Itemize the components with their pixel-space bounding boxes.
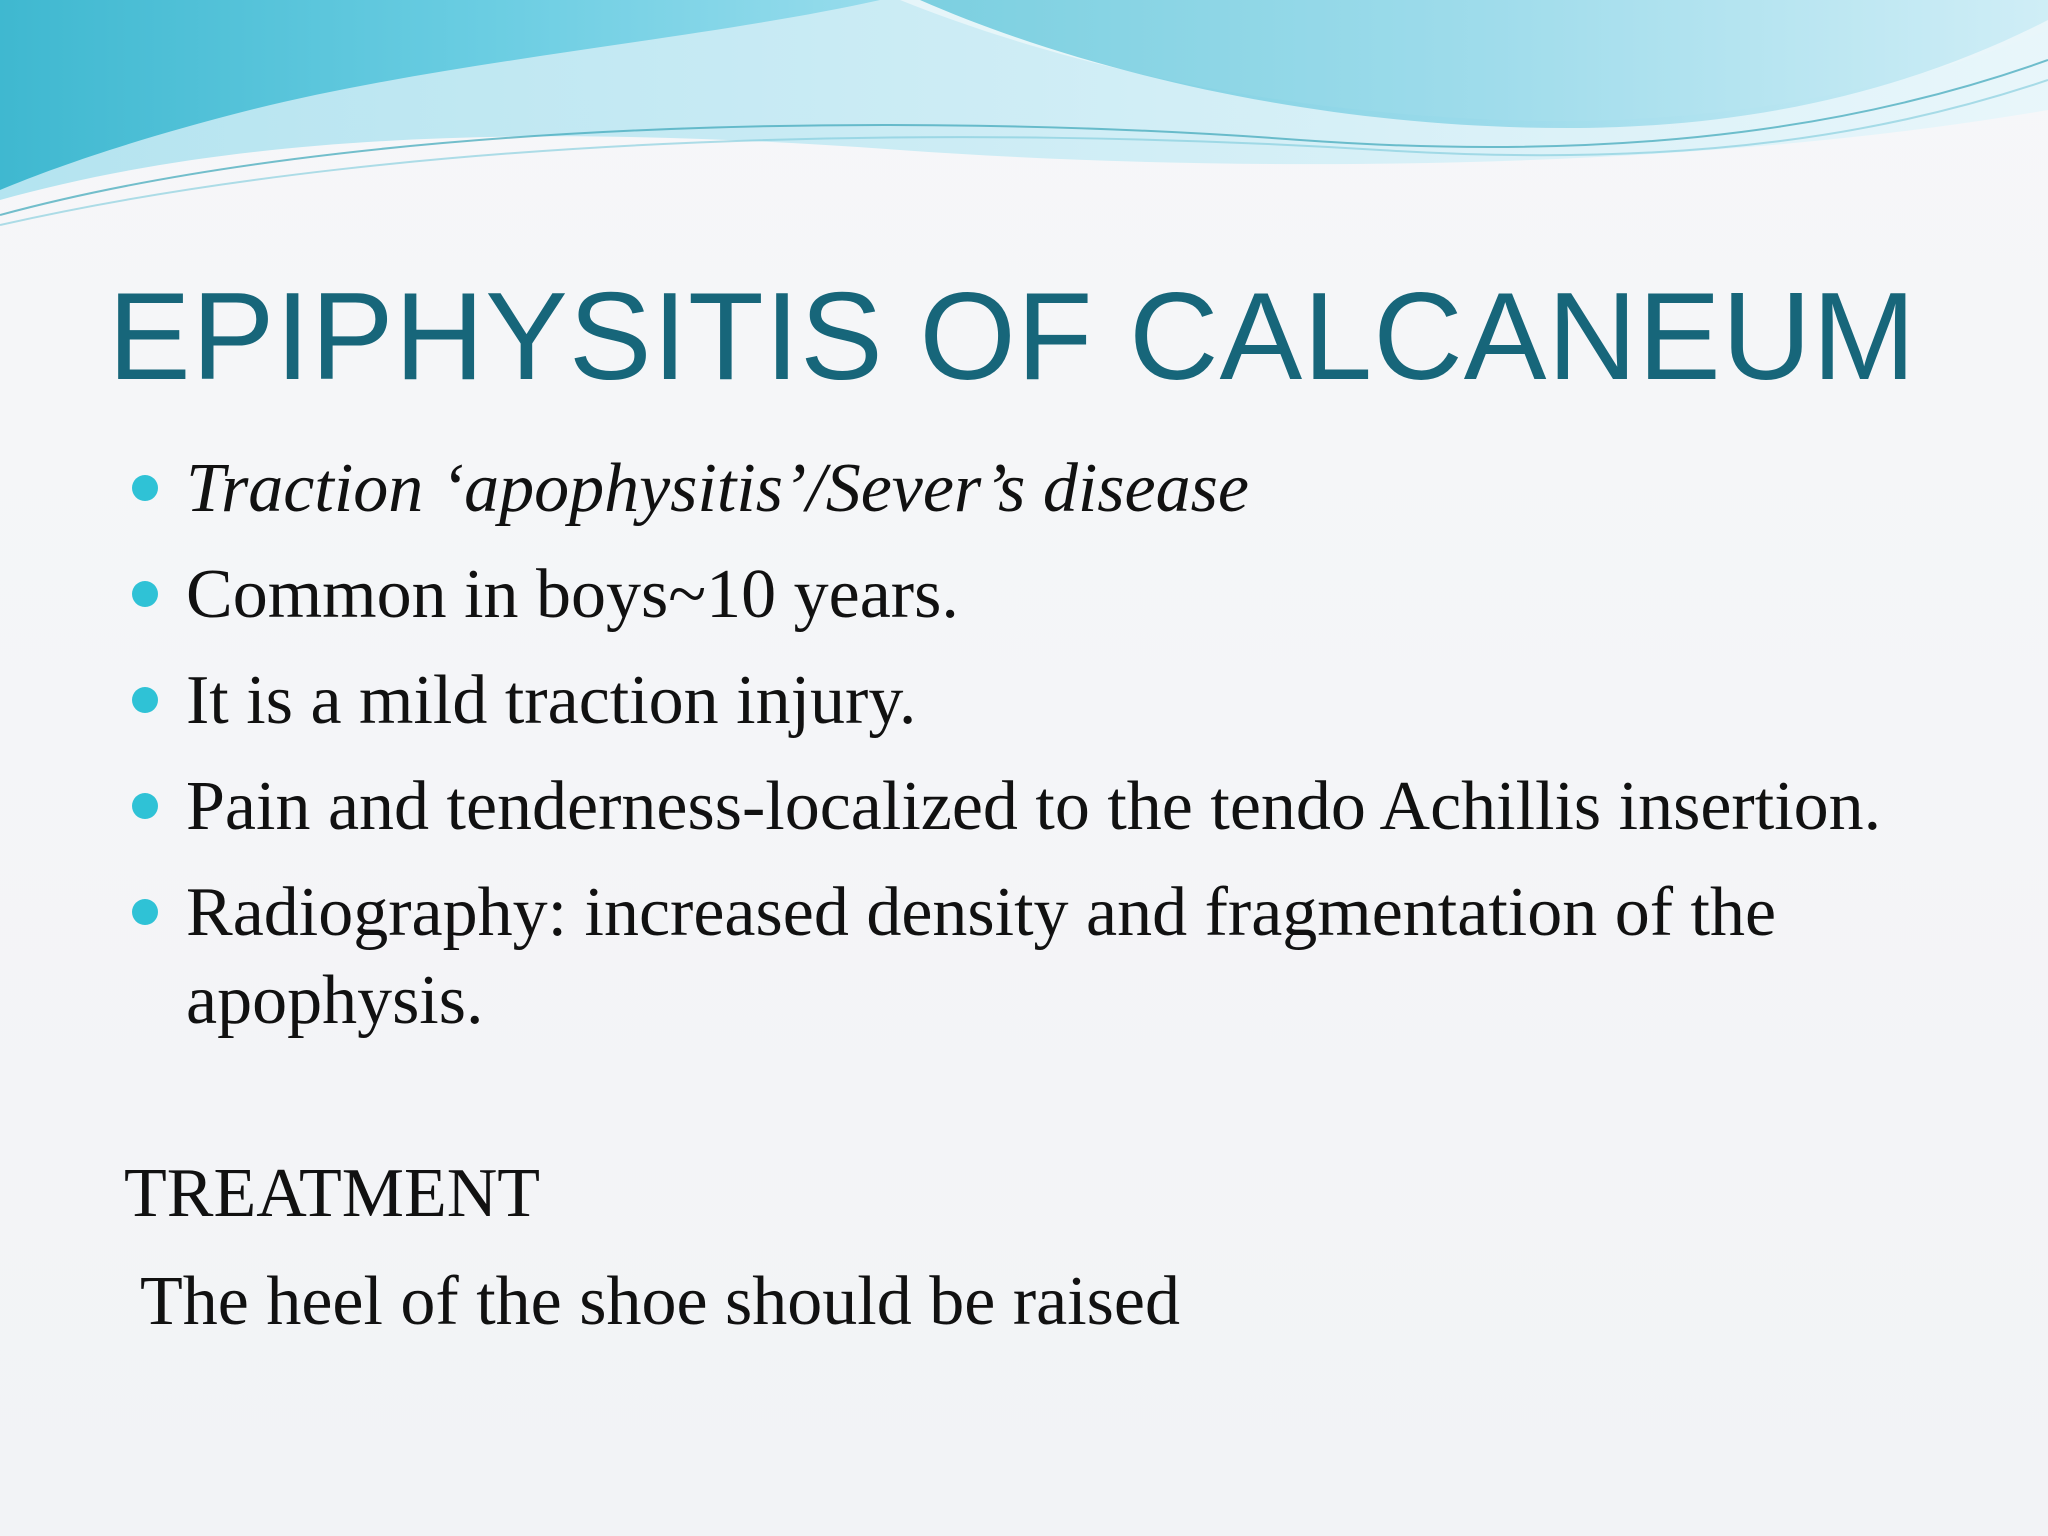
slide-title: EPIPHYSITIS OF CALCANEUM [108,268,1917,406]
bullet-dot-icon [132,475,158,501]
bullet-item [130,445,1950,533]
bullet-dot-icon [132,899,158,925]
bullet-dot-icon [132,581,158,607]
header-wave-decoration [0,0,2048,240]
bullet-item [130,551,1950,639]
bullet-list [130,445,1950,1063]
treatment-heading: TREATMENT [124,1155,541,1232]
bullet-item [130,657,1950,745]
treatment-text: The heel of the shoe should be raised [140,1263,1180,1340]
bullet-text: Common in boys~10 years. [186,556,959,633]
bullet-text: Pain and tenderness-localized to the tendo Achillis insertion. [186,768,1882,845]
bullet-text: It is a mild traction injury. [186,662,917,739]
bullet-item [130,869,1950,1045]
bullet-text: Traction ‘apophysitis’/Sever’s disease [186,450,1249,527]
bullet-dot-icon [132,687,158,713]
bullet-item [130,763,1950,851]
bullet-dot-icon [132,793,158,819]
bullet-text: Radiography: increased density and fragmentation of the apophysis. [186,874,1777,1039]
